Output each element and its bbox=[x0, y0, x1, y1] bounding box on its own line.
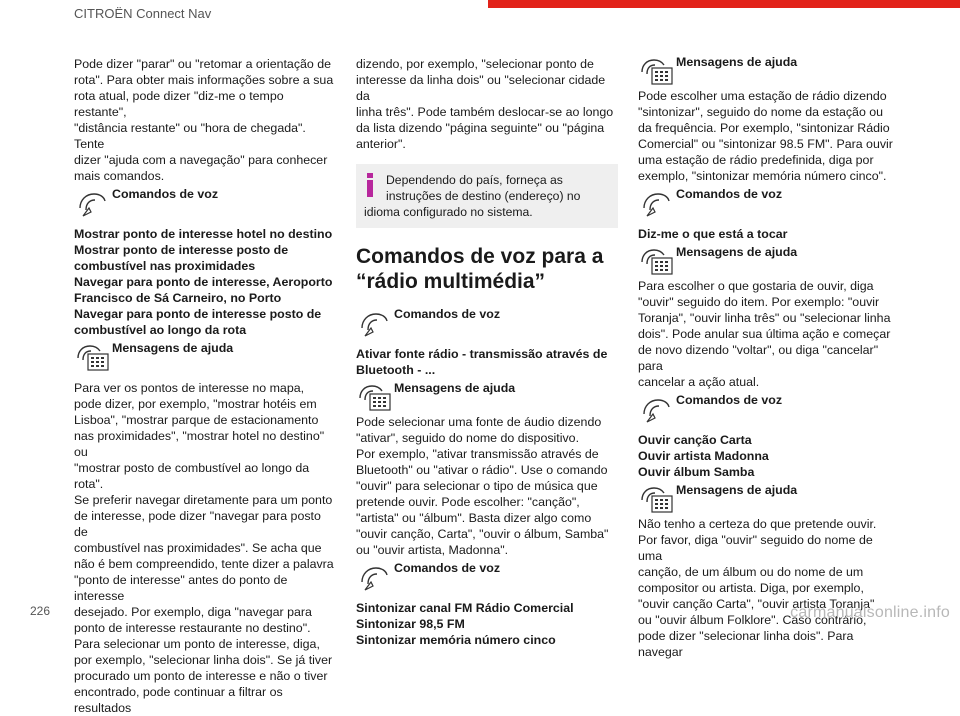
help-message-icon bbox=[638, 482, 676, 514]
voice-commands-list: Ativar fonte rádio - transmissão através de Bluetooth - ... bbox=[356, 347, 608, 377]
voice-commands-heading: Comandos de voz bbox=[356, 560, 618, 592]
header-title: CITROËN Connect Nav bbox=[74, 6, 212, 21]
voice-command-icon bbox=[74, 186, 112, 218]
voice-commands-heading: Comandos de voz bbox=[74, 186, 336, 218]
watermark: carmanualsonline.info bbox=[790, 604, 950, 621]
column-2 bbox=[356, 56, 618, 648]
help-message-icon bbox=[356, 380, 394, 412]
col2-continuation: dizendo, por exemplo, "selecionar ponto de interesse da linha dois" ou "selecionar cidade da linha três". Pode também deslocar-se ao longo da lista dizendo "página seguinte" ou "página anterior". bbox=[356, 57, 614, 151]
voice-commands-heading: Comandos de voz bbox=[638, 392, 900, 424]
info-note: Dependendo do país, forneça as instruções de destino (endereço) no idioma configurado no sistema. bbox=[356, 164, 618, 228]
help-messages-text: Para ver os pontos de interesse no mapa, pode dizer, por exemplo, "mostrar hotéis em Lisboa", "mostrar parque de estacionamento nas proximidades", "mostrar hotel no destino" ou "mostrar posto de combustível ao longo da rota". Se preferir navegar diretamente para um ponto de interesse, pode dizer "navegar para posto de combustível nas proximidades". Se acha que não é bem compreendido, tente dizer a palavra "ponto de interesse" antes do ponto de interesse desejado. Por exemplo, diga "navegar para ponto de interesse restaurante no destino". Para selecionar um ponto de interesse, diga, por exemplo, "selecionar linha dois". Se já tiver procurado um ponto de interesse e não o tiver encontrado, pode continuar a filtrar os resultados bbox=[74, 381, 334, 715]
help-messages-text: Não tenho a certeza do que pretende ouvir. Por favor, diga "ouvir" seguido do nome de uma canção, de um álbum ou do nome de um compositor ou artista. Diga, por exemplo, "ouvir canção Carta", "ouvir artista Toranja" ou "ouvir álbum Folklore". Caso contrário, pode dizer "selecionar linha dois". Para navegar bbox=[638, 517, 877, 659]
help-messages-text: Pode selecionar uma fonte de áudio dizendo "ativar", seguido do nome do dispositivo. Por exemplo, "ativar transmissão através de Bluetooth" ou "ativar o rádio". Use o comando "ouvir" para selecionar o tipo de música que pretende ouvir. Pode escolher: "canção", "artista" ou "álbum". Basta dizer algo como "ouvir canção, Carta", "ouvir o álbum, Samba" ou "ouvir artista, Madonna". bbox=[356, 415, 609, 557]
help-messages-heading: Mensagens de ajuda bbox=[638, 482, 900, 514]
help-messages-heading: Mensagens de ajuda bbox=[638, 54, 900, 86]
voice-command-icon bbox=[638, 186, 676, 218]
section-heading: Comandos de voz para a “rádio multimédia” bbox=[356, 245, 604, 293]
help-messages-heading: Mensagens de ajuda bbox=[638, 244, 900, 276]
help-messages-text: Pode escolher uma estação de rádio dizendo "sintonizar", seguido do nome da estação ou da frequência. Por exemplo, "sintonizar Rádio Comercial" ou "sintonizar 98.5 FM". Para ouvir uma estação de rádio predefinida, diga por exemplo, "sintonizar memória número cinco". bbox=[638, 89, 893, 183]
column-3 bbox=[638, 56, 900, 660]
voice-commands-heading: Comandos de voz bbox=[356, 306, 618, 338]
help-messages-heading: Mensagens de ajuda bbox=[74, 340, 336, 372]
help-messages-text: Para escolher o que gostaria de ouvir, diga "ouvir" seguido do item. Por exemplo: "ouvir Toranja", "ouvir linha três" ou "selecionar linha dois". Pode anular sua última ação e começar de novo dizendo "voltar", ou diga "cancelar" para cancelar a ação atual. bbox=[638, 279, 891, 389]
info-icon bbox=[364, 173, 376, 197]
voice-commands-list: Ouvir canção Carta Ouvir artista Madonna Ouvir álbum Samba bbox=[638, 433, 769, 479]
help-message-icon bbox=[638, 54, 676, 86]
column-1 bbox=[74, 56, 336, 716]
page-number: 226 bbox=[30, 604, 51, 618]
header-accent-bar bbox=[488, 0, 960, 8]
voice-commands-list: Sintonizar canal FM Rádio Comercial Sintonizar 98,5 FM Sintonizar memória número cinco bbox=[356, 601, 574, 647]
voice-commands-heading: Comandos de voz bbox=[638, 186, 900, 218]
voice-command-icon bbox=[356, 560, 394, 592]
voice-command-icon bbox=[638, 392, 676, 424]
help-message-icon bbox=[74, 340, 112, 372]
voice-commands-list: Mostrar ponto de interesse hotel no destino Mostrar ponto de interesse posto de combustível nas proximidades Navegar para ponto de interesse, Aeroporto Francisco de Sá Carneiro, no Porto Navegar para ponto de interesse posto de combustível ao longo da rota bbox=[74, 227, 333, 337]
col1-intro: Pode dizer "parar" ou "retomar a orientação de rota". Para obter mais informações sobre a sua rota atual, pode dizer "diz-me o tempo restante", "distância restante" ou "hora de chegada". Tente dizer "ajuda com a navegação" para conhecer mais comandos. bbox=[74, 57, 334, 183]
help-message-icon bbox=[638, 244, 676, 276]
help-messages-heading: Mensagens de ajuda bbox=[356, 380, 618, 412]
voice-commands-list: Diz-me o que está a tocar bbox=[638, 227, 788, 241]
voice-command-icon bbox=[356, 306, 394, 338]
